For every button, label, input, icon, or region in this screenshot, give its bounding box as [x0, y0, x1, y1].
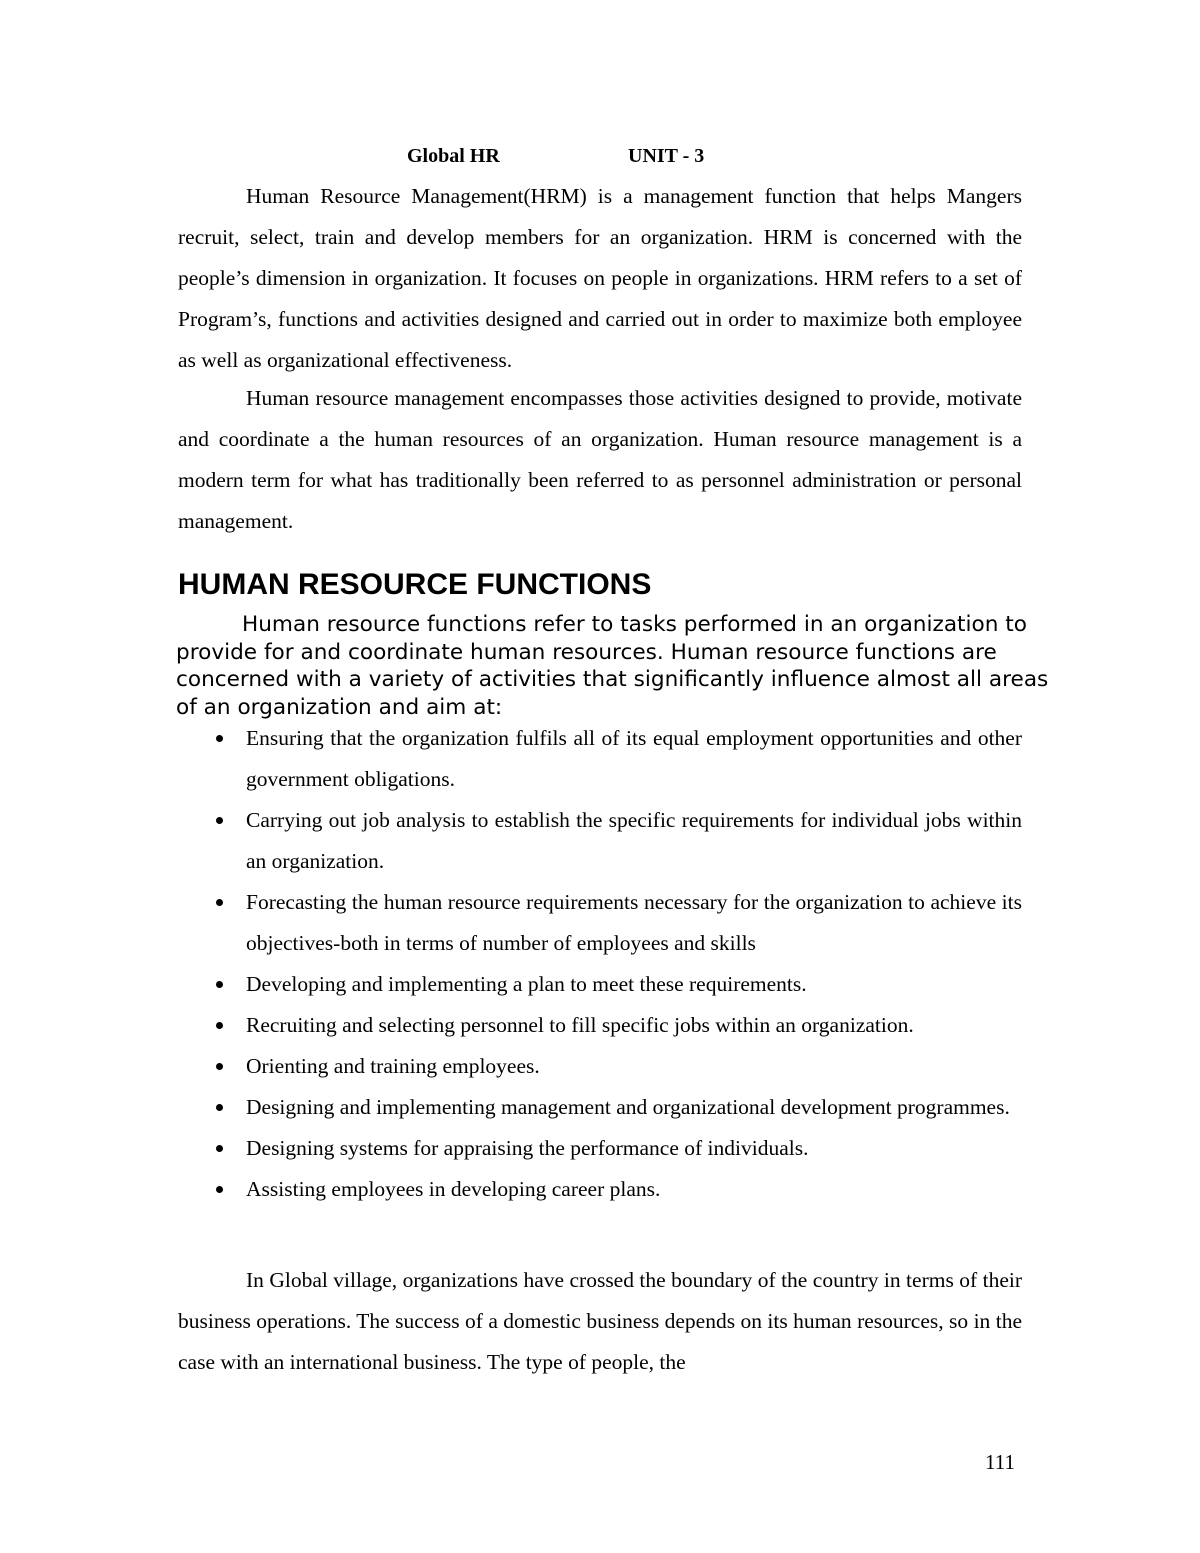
list-item-text: Orienting and training employees.	[246, 1054, 540, 1078]
list-item	[178, 882, 1022, 964]
bullet-icon	[216, 899, 223, 906]
paragraph-hrm-activities: Human resource management encompasses those activities designed to provide, motivate and coordinate a the human resources of an organization. Human resource management is a modern term for what has traditionally been referred to as personnel administration or personal management.	[178, 386, 1022, 533]
bullet-icon	[216, 1186, 223, 1193]
bullet-icon	[216, 1145, 223, 1152]
bullet-icon	[216, 981, 223, 988]
bullet-icon	[216, 735, 223, 742]
page-number: 111	[985, 1450, 1015, 1474]
list-item	[178, 1169, 1022, 1210]
section-heading: HUMAN RESOURCE FUNCTIONS	[178, 568, 652, 601]
list-item-text: Designing systems for appraising the performance of individuals.	[246, 1136, 809, 1160]
list-item	[178, 964, 1022, 1005]
list-item	[178, 718, 1022, 800]
list-item-text: Recruiting and selecting personnel to fill specific jobs within an organization.	[246, 1013, 914, 1037]
paragraph-hrm-definition: Human Resource Management(HRM) is a management function that helps Mangers recruit, select, train and develop members for an organization. HRM is concerned with the people’s dimension in organization. It focuses on people in organizations. HRM refers to a set of Program’s, functions and activities designed and carried out in order to maximize both employee as well as organizational effectiveness.	[178, 184, 1022, 372]
list-item	[178, 1087, 1022, 1128]
list-item	[178, 800, 1022, 882]
list-item-text: Designing and implementing management and organizational development programmes.	[246, 1095, 1010, 1119]
functions-list	[178, 718, 1022, 1210]
list-item	[178, 1005, 1022, 1046]
paragraph-global-village: In Global village, organizations have crossed the boundary of the country in terms of their business operations. The success of a domestic business depends on its human resources, so in the case with an international business. The type of people, the	[178, 1268, 1022, 1374]
list-item-text: Forecasting the human resource requirements necessary for the organization to achieve its objectives-both in terms of number of employees and skills	[246, 890, 1022, 955]
bullet-icon	[216, 1022, 223, 1029]
list-item-text: Assisting employees in developing career plans.	[246, 1177, 661, 1201]
header-course-title: Global HR	[407, 145, 500, 167]
list-item	[178, 1128, 1022, 1169]
bullet-icon	[216, 1063, 223, 1070]
bullet-icon	[216, 1104, 223, 1111]
section-intro: Human resource functions refer to tasks performed in an organization to provide for and coordinate human resources. Human resource functions are concerned with a variety of activities that significantly influence almost all areas of an organization and aim at:	[176, 612, 1049, 720]
header-unit-label: UNIT - 3	[628, 145, 705, 167]
bullet-icon	[216, 817, 223, 824]
list-item-text: Carrying out job analysis to establish the specific requirements for individual jobs within an organization.	[246, 808, 1022, 873]
list-item	[178, 1046, 1022, 1087]
list-item-text: Developing and implementing a plan to meet these requirements.	[246, 972, 807, 996]
list-item-text: Ensuring that the organization fulfils all of its equal employment opportunities and other government obligations.	[246, 726, 1022, 791]
